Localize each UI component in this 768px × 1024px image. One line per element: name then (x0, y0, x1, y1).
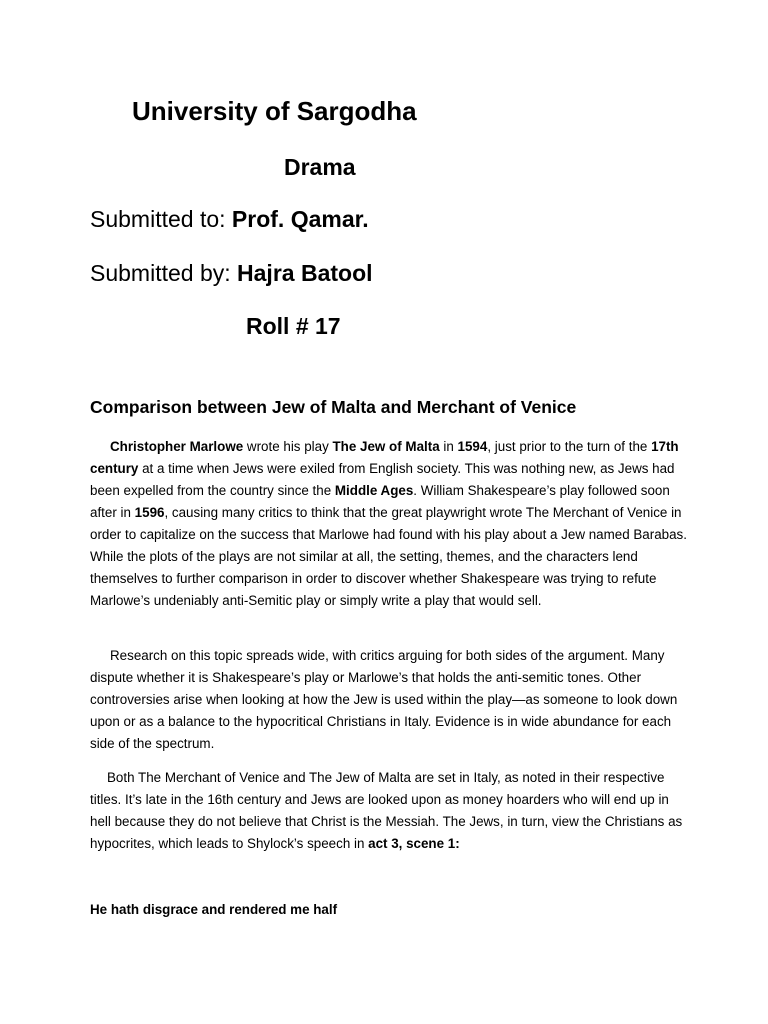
submitted-by-name: Hajra Batool (237, 260, 373, 286)
quote-line: He hath disgrace and rendered me half (90, 902, 338, 917)
subject-title: Drama (284, 154, 356, 180)
p1-text: , causing many critics to think that the great playwright wrote The Merchant of Venice in order to capitalize on the success that Marlowe had found with his play about a Jew named Barabas. While the plots of the plays are not similar at all, the setting, themes, and the characters lend themselves to further comparison in order to discover whether Shakespeare was trying to refute Marlowe’s undeniably anti-Semitic play or simply write a play that would sell. (90, 505, 687, 608)
p1-middle-ages: Middle Ages (334, 483, 414, 498)
p1-text: at a time when Jews were exiled from English society. This was nothing new, as Jews had been expelled from the country since the (90, 461, 675, 498)
p1-text: . William Shakespeare’s play followed soon after in (90, 483, 670, 520)
submitted-by-label: Submitted by: (90, 260, 231, 286)
submitted-to-name: Prof. Qamar. (231, 206, 369, 232)
roll-number: Roll # 17 (246, 313, 341, 339)
paragraph-1 (90, 436, 690, 612)
p1-text: wrote his play (243, 439, 333, 454)
submitted-to-label: Submitted to: (90, 206, 226, 232)
p1-play-title: The Jew of Malta (332, 439, 440, 454)
p1-text: in (439, 439, 458, 454)
p1-year-2: 1596 (134, 505, 165, 520)
p3-text: Both The Merchant of Venice and The Jew of Malta are set in Italy, as noted in their respective titles. It’s late in the 16th century and Jews are looked upon as money hoarders who will end up in hell because they do not believe that Christ is the Messiah. The Jews, in turn, view the Christians as hypocrites, which leads to Shylock’s speech in (90, 770, 683, 851)
p2-text: Research on this topic spreads wide, with critics arguing for both sides of the argument. Many dispute whether it is Shakespeare’s play or Marlowe’s that holds the anti-semitic tones. Other controversies arise when looking at how the Jew is used within the play—as someone to look down upon or as a balance to the hypocritical Christians in Italy. Evidence is in wide abundance for each side of the spectrum. (90, 648, 678, 751)
p3-act-scene: act 3, scene 1: (368, 836, 460, 851)
university-title: University of Sargodha (132, 96, 417, 126)
p1-century: 17th century (90, 439, 679, 476)
paragraph-2 (90, 645, 690, 755)
p1-text: , just prior to the turn of the (487, 439, 652, 454)
submitted-to-line (90, 206, 369, 233)
essay-heading: Comparison between Jew of Malta and Merchant of Venice (90, 397, 577, 417)
p1-year: 1594 (457, 439, 488, 454)
submitted-by-line (90, 260, 373, 287)
paragraph-3 (90, 767, 690, 855)
p1-author: Christopher Marlowe (110, 439, 244, 454)
